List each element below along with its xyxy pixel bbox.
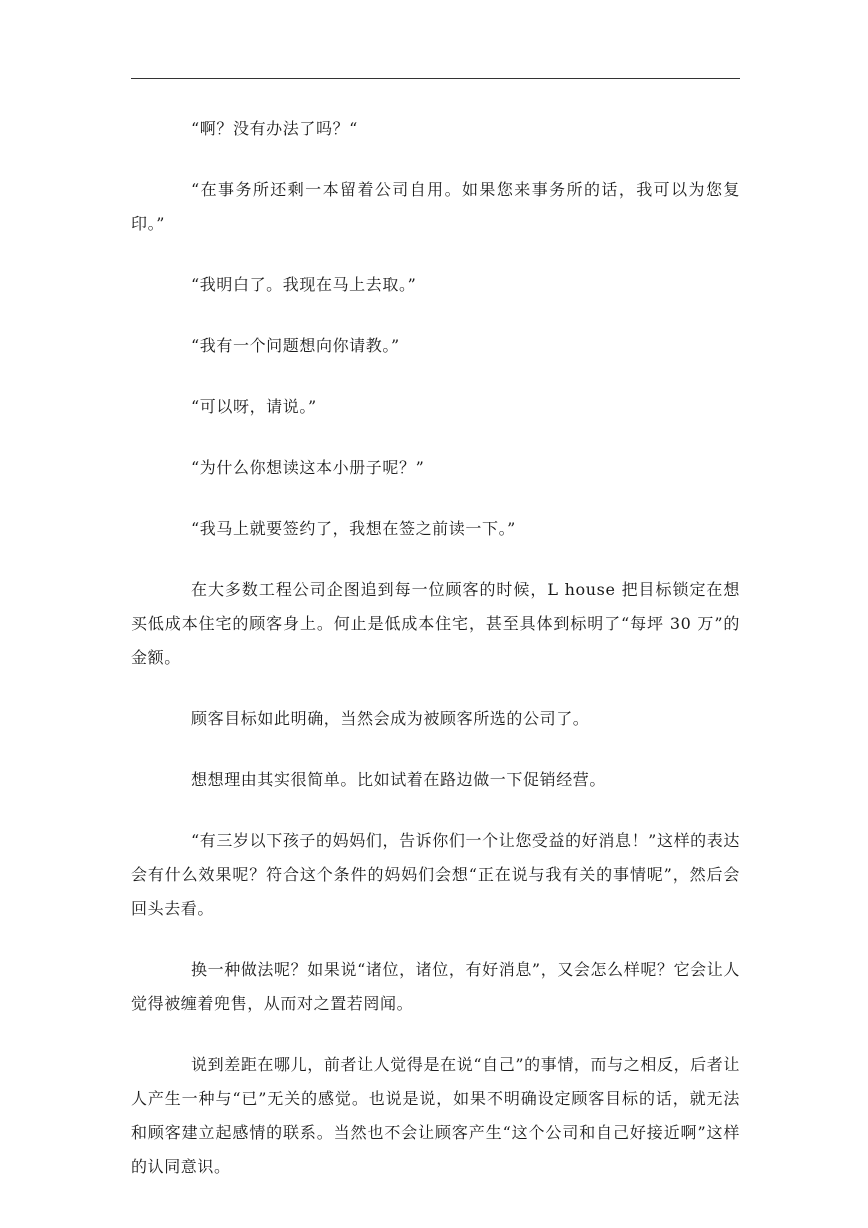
- paragraph: 想想理由其实很简单。比如试着在路边做一下促销经营。: [191, 770, 607, 789]
- paragraph: “可以呀，请说。”: [191, 397, 317, 416]
- paragraph: “啊？没有办法了吗？“: [191, 119, 358, 138]
- paragraph: “我马上就要签约了，我想在签之前读一下。”: [191, 519, 516, 538]
- paragraph: “我有一个问题想向你请教。”: [191, 336, 400, 355]
- paragraph: “我明白了。我现在马上去取。”: [191, 275, 417, 294]
- header-rule: [131, 78, 740, 79]
- paragraph: “在事务所还剩一本留着公司自用。如果您来事务所的话，我可以为您复印。”: [131, 180, 740, 233]
- paragraph: 换一种做法呢？如果说“诸位，诸位，有好消息”，又会怎么样呢？它会让人觉得被缠着兜售，从而对之置若罔闻。: [131, 960, 740, 1013]
- paragraph: 在大多数工程公司企图追到每一位顾客的时候，L house 把目标锁定在想买低成本住宅的顾客身上。何止是低成本住宅，甚至具体到标明了“每坪 30 万”的金额。: [131, 580, 740, 667]
- paragraph: 说到差距在哪儿，前者让人觉得是在说“自己”的事情，而与之相反，后者让人产生一种与“已”无关的感觉。也说是说，如果不明确设定顾客目标的话，就无法和顾客建立起感情的联系。当然也不会让顾客产生“这个公司和自己好接近啊”这样的认同意识。: [131, 1055, 740, 1176]
- paragraph: “有三岁以下孩子的妈妈们，告诉你们一个让您受益的好消息！”这样的表达会有什么效果呢？符合这个条件的妈妈们会想“正在说与我有关的事情呢”，然后会回头去看。: [131, 831, 740, 918]
- paragraph: “为什么你想读这本小册子呢？”: [191, 458, 425, 477]
- paragraph: 顾客目标如此明确，当然会成为被顾客所选的公司了。: [191, 709, 590, 728]
- body-text: [131, 112, 740, 1184]
